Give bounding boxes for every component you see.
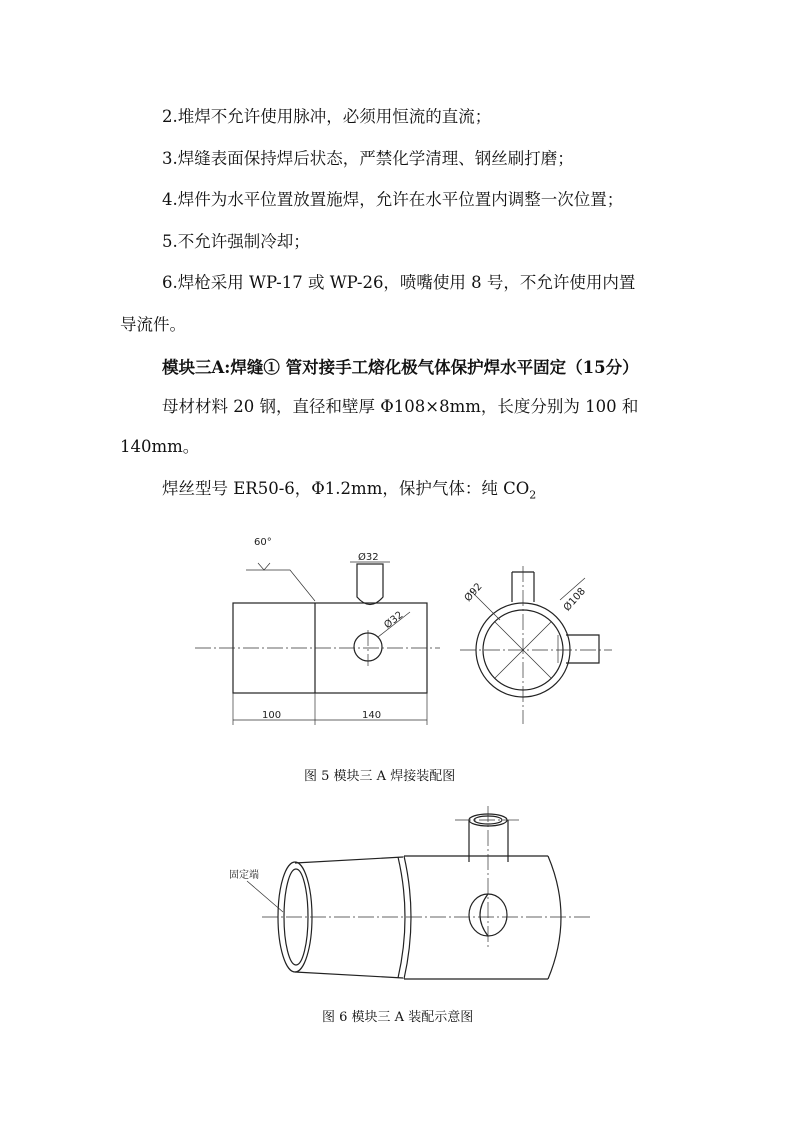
body-line-3-text: 焊丝型号 ER50-6，Φ1.2mm，保护气体：纯 CO [162, 479, 530, 498]
weld-band-left [398, 857, 405, 978]
figure-5-caption: 图 5 模块三 A 焊接装配图 [304, 769, 456, 784]
bevel-angle-label: 60° [254, 537, 272, 548]
bevel-symbol [258, 563, 270, 570]
inner-dia-label: Ø92 [462, 581, 485, 604]
right-segment-edges [404, 856, 548, 979]
paragraph-6: 6.焊枪采用 WP-17 或 WP-26，喷嘴使用 8 号，不允许使用内置 [162, 273, 636, 292]
paragraph-6-cont: 导流件。 [120, 315, 186, 334]
right-tube-end [548, 856, 561, 979]
length-left-label: 100 [262, 710, 282, 721]
bevel-leader [246, 570, 315, 601]
side-hole-inner-edge [480, 894, 488, 936]
hole-dia-label: Ø32 [382, 609, 406, 632]
co2-subscript: 2 [529, 488, 537, 502]
figure-6-drawing [0, 805, 794, 1000]
paragraph-2: 2.堆焊不允许使用脉冲，必须用恒流的直流； [162, 107, 492, 126]
body-line-1: 母材材料 20 钢，直径和壁厚 Φ108×8mm，长度分别为 100 和 [162, 397, 639, 416]
left-segment-edges [295, 857, 403, 978]
branch-pipe [357, 564, 383, 605]
length-right-label: 140 [362, 710, 382, 721]
section-heading: 模块三A:焊缝① 管对接手工熔化极气体保护焊水平固定（15分） [162, 358, 639, 377]
body-line-3 [162, 478, 536, 506]
branch-dia-label: Ø32 [358, 552, 379, 563]
body-line-2: 140mm。 [120, 437, 200, 456]
paragraph-3: 3.焊缝表面保持焊后状态，严禁化学清理、钢丝刷打磨； [162, 149, 574, 168]
end-view-right-stub [566, 635, 599, 663]
figure-6-caption: 图 6 模块三 A 装配示意图 [322, 1010, 474, 1025]
fixed-end-label: 固定端 [229, 870, 259, 881]
outer-dia-label: Ø108 [561, 586, 589, 614]
paragraph-5: 5.不允许强制冷却； [162, 232, 310, 251]
fixed-end-leader [247, 881, 283, 912]
figure-5-drawing [0, 520, 794, 750]
paragraph-4: 4.焊件为水平位置放置施焊，允许在水平位置内调整一次位置； [162, 190, 624, 209]
